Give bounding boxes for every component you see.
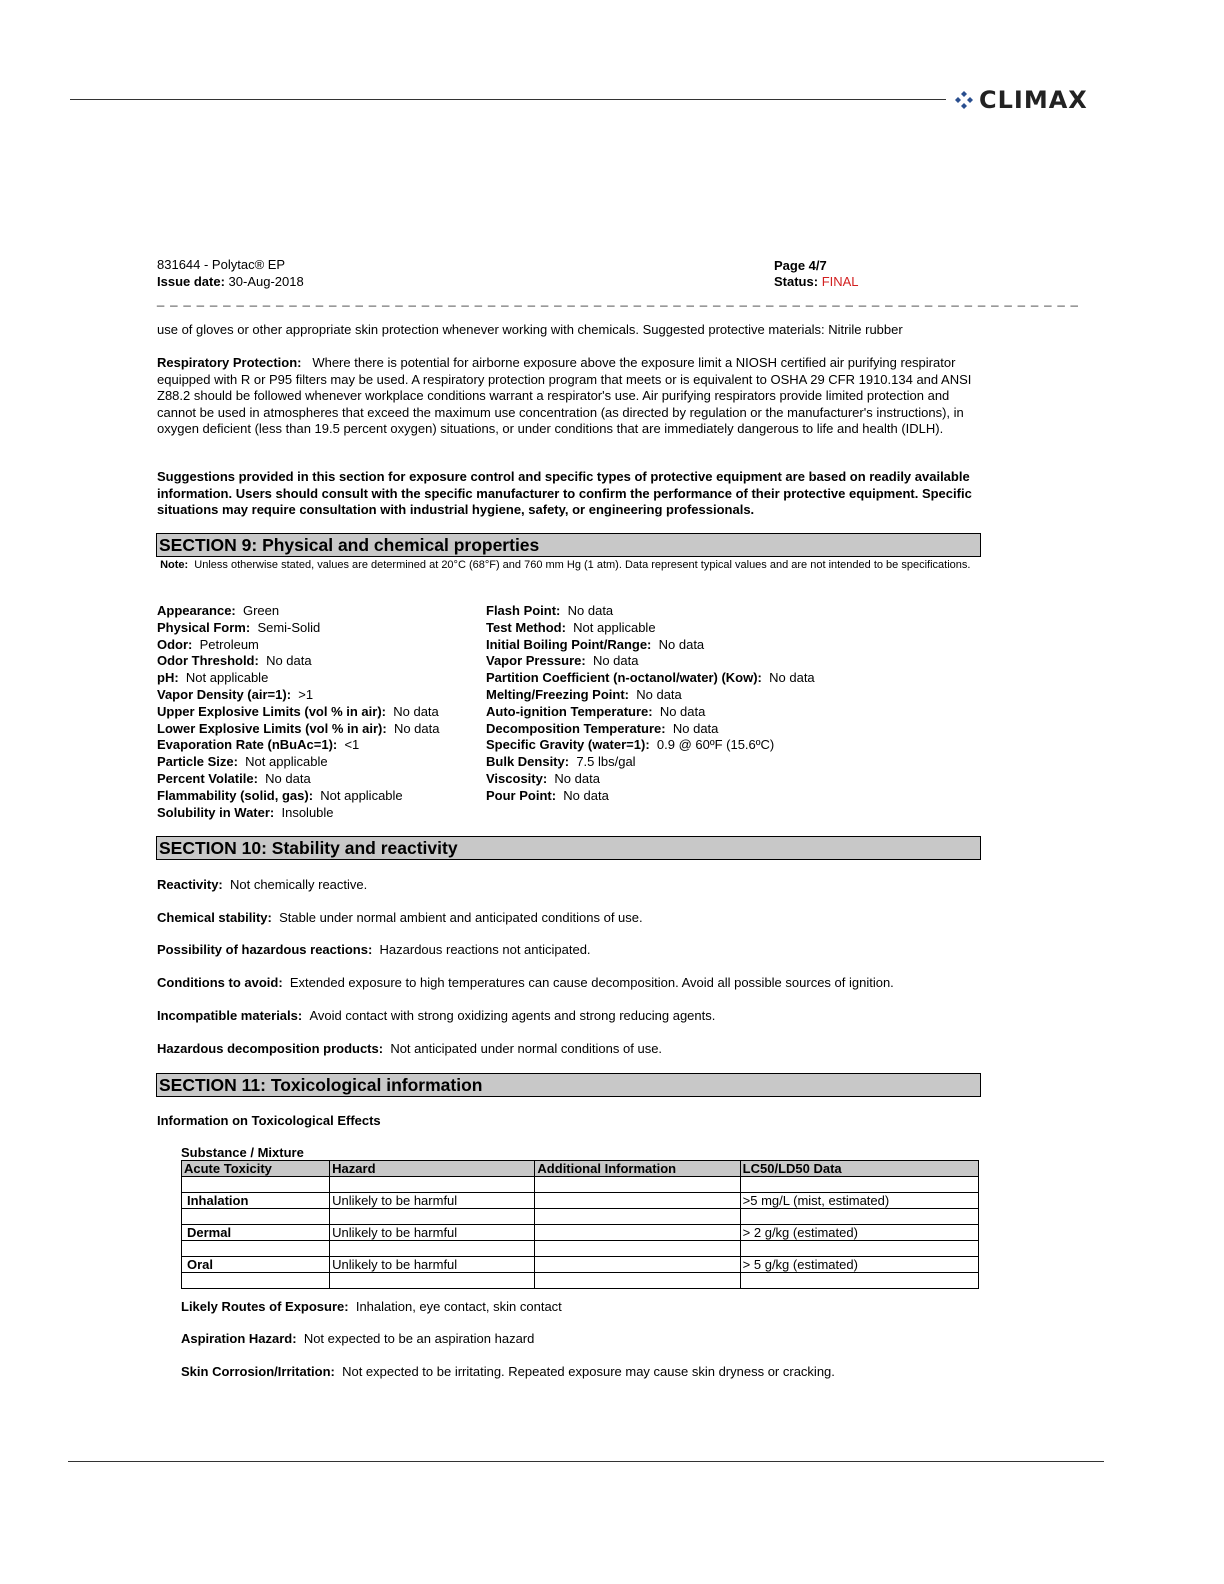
col-header: Hazard [330,1161,535,1177]
property-value: 0.9 @ 60ºF (15.6ºC) [656,737,775,753]
issue-date-value: 30-Aug-2018 [228,274,304,289]
section-9-note [157,558,979,572]
property-row [486,704,815,721]
property-row [486,620,815,637]
header-rule [70,99,946,100]
route-cell: Dermal [182,1225,330,1241]
item-value: Stable under normal ambient and anticipated conditions of use. [279,910,643,925]
item-label: Incompatible materials: [157,1008,303,1023]
note-text: Unless otherwise stated, values are determined at 20°C (68°F) and 760 mm Hg (1 atm). Data represent typical values and are not intended to be specifications. [194,559,971,571]
property-label: Odor Threshold: [157,653,259,669]
property-value: No data [554,770,600,786]
property-row [486,653,815,670]
property-row [157,603,440,620]
property-label: Bulk Density: [486,754,570,770]
climax-logo-icon [953,89,975,111]
property-label: Appearance: [157,603,236,618]
property-value: No data [393,703,439,719]
table-spacer-row [182,1273,979,1289]
hazard-cell: Unlikely to be harmful [330,1257,535,1273]
respiratory-label: Respiratory Protection: [157,355,302,370]
note-label: Note: [160,559,189,571]
property-row [486,721,815,738]
property-value: No data [659,703,706,719]
item-value: Extended exposure to high temperatures can cause decomposition. Avoid all possible sources of ignition. [289,975,894,990]
property-label: pH: [157,670,179,686]
property-label: Partition Coefficient (n-octanol/water) (Kow): [486,670,762,686]
property-row [157,788,440,805]
property-row [486,771,815,788]
data-cell: >5 mg/L (mist, estimated) [740,1193,978,1209]
page-number: Page 4/7 [774,258,827,273]
item-label: Skin Corrosion/Irritation: [181,1364,335,1379]
chemical-stability [157,910,981,927]
properties-right-column [486,603,815,805]
col-header: Acute Toxicity [182,1161,330,1177]
hazard-cell: Unlikely to be harmful [330,1225,535,1241]
suggestions-text: Suggestions provided in this section for exposure control and specific types of protective equipment are based on readily available information. Users should consult with the specific manufacturer to confirm the performance of their protective equipment. Specific situations may require consultation with industrial hygiene, safety, or engineering professionals. [157,469,972,518]
table-header-row [182,1161,979,1177]
acute-toxicity-table [181,1160,979,1289]
reactivity [157,877,981,894]
info-cell [535,1257,740,1273]
conditions-to-avoid [157,975,987,992]
section-9-heading: SECTION 9: Physical and chemical properties [156,533,981,557]
properties-left-column [157,603,440,821]
item-label: Chemical stability: [157,910,272,925]
property-value: No data [563,787,609,803]
property-label: Specific Gravity (water=1): [486,737,650,753]
product-id: 831644 - Polytac® EP [157,257,286,272]
item-label: Likely Routes of Exposure: [181,1299,349,1314]
data-cell: > 2 g/kg (estimated) [740,1225,978,1241]
header-dashed-divider: _ _ _ _ _ _ _ _ _ _ _ _ _ _ _ _ _ _ _ _ _ _ _ _ _ _ _ _ _ _ _ _ _ _ _ _ _ _ _ _ _ _ _ _ _ _ _ _ _ _ _ _ _ _ _ _ _ _ _ _ _ _ _ _ _ _ _ _ _ _ [157,292,1080,307]
property-value: Not applicable [320,787,403,803]
property-row [157,754,440,771]
status-label: Status: [774,274,819,289]
property-value: No data [636,686,682,702]
property-value: No data [769,670,815,686]
table-spacer-row [182,1209,979,1225]
property-row [157,620,440,637]
gloves-text: use of gloves or other appropriate skin protection whenever working with chemicals. Suggested protective materials: Nitrile rubber [157,322,903,337]
item-value: Not chemically reactive. [229,877,368,892]
issue-date-label: Issue date: [157,274,225,289]
footer-rule [68,1461,1104,1462]
property-row [157,670,440,687]
property-row [157,653,440,670]
property-value: No data [658,636,705,652]
col-header: LC50/LD50 Data [740,1161,978,1177]
status [774,273,859,290]
respiratory-protection [157,355,981,438]
hazard-cell: Unlikely to be harmful [330,1193,535,1209]
property-label: Vapor Pressure: [486,653,586,669]
property-row [157,805,440,822]
property-value: No data [672,720,719,736]
property-label: Flash Point: [486,603,561,618]
col-header: Additional Information [535,1161,740,1177]
property-row [157,687,440,704]
info-cell [535,1193,740,1209]
status-value: FINAL [821,274,859,289]
property-label: Physical Form: [157,619,251,635]
property-row [486,754,815,771]
aspiration-hazard [181,1331,1005,1348]
property-label: Melting/Freezing Point: [486,686,629,702]
property-label: Auto-ignition Temperature: [486,703,653,719]
property-row [486,687,815,704]
property-row [157,704,440,721]
property-label: Test Method: [486,619,566,635]
item-label: Hazardous decomposition products: [157,1041,384,1056]
section-10-heading: SECTION 10: Stability and reactivity [156,836,981,860]
issue-date [157,273,304,290]
property-label: Percent Volatile: [157,770,258,786]
info-cell [535,1225,740,1241]
property-value: Green [242,603,280,618]
property-value: Semi-Solid [257,619,321,635]
item-value: Hazardous reactions not anticipated. [379,942,591,957]
property-value: No data [393,720,440,736]
property-label: Pour Point: [486,787,557,803]
route-cell: Inhalation [182,1193,330,1209]
property-label: Vapor Density (air=1): [157,686,292,702]
property-label: Particle Size: [157,754,238,770]
routes-of-exposure [181,1299,1005,1316]
skin-corrosion [181,1364,1005,1381]
toxicological-subtitle: Information on Toxicological Effects [157,1113,381,1128]
property-value: >1 [298,686,314,702]
item-value: Not expected to be an aspiration hazard [303,1331,535,1346]
table-caption: Substance / Mixture [181,1145,304,1160]
item-value: Not expected to be irritating. Repeated exposure may cause skin dryness or cracking. [342,1364,835,1379]
property-label: Solubility in Water: [157,804,275,820]
item-label: Aspiration Hazard: [181,1331,297,1346]
incompatible-materials [157,1008,981,1025]
property-row [157,637,440,654]
property-value: No data [266,653,312,669]
table-spacer-row [182,1177,979,1193]
data-cell: > 5 g/kg (estimated) [740,1257,978,1273]
hazardous-decomposition [157,1041,981,1058]
item-value: Not anticipated under normal conditions of use. [390,1041,663,1056]
property-label: Upper Explosive Limits (vol % in air): [157,703,386,719]
property-label: Odor: [157,636,193,652]
item-label: Conditions to avoid: [157,975,283,990]
property-value: <1 [344,737,360,753]
property-value: No data [567,603,614,618]
property-row [157,771,440,788]
property-value: Not applicable [245,754,328,770]
item-value: Inhalation, eye contact, skin contact [355,1299,562,1314]
logo-text: CLIMAX [979,86,1088,114]
property-row [486,637,815,654]
property-label: Viscosity: [486,770,548,786]
property-label: Flammability (solid, gas): [157,787,314,803]
property-value: Not applicable [573,619,656,635]
property-value: Not applicable [185,670,269,686]
property-value: Petroleum [199,636,259,652]
item-label: Reactivity: [157,877,223,892]
table-spacer-row [182,1241,979,1257]
property-row [157,737,440,754]
table-row [182,1225,979,1241]
route-cell: Oral [182,1257,330,1273]
property-label: Evaporation Rate (nBuAc=1): [157,737,338,753]
property-label: Lower Explosive Limits (vol % in air): [157,720,387,736]
respiratory-text: Where there is potential for airborne exposure above the exposure limit a NIOSH certified air purifying respirator equipped with R or P95 filters may be used. A respiratory protection program that meets or is equivalent to OSHA 29 CFR 1910.134 and ANSI Z88.2 should be followed whenever workplace conditions warrant a respirator's use. Air purifying respirators provide limited protection and cannot be used in atmospheres that exceed the maximum use concentration (as directed by regulation or the manufacturer's instructions), in oxygen deficient (less than 19.5 percent oxygen) situations, or under conditions that are immediately dangerous to life and health (IDLH). [157,355,972,437]
table-row [182,1193,979,1209]
property-value: No data [592,653,639,669]
item-label: Possibility of hazardous reactions: [157,942,373,957]
property-row [486,788,815,805]
property-row [157,721,440,738]
item-value: Avoid contact with strong oxidizing agents and strong reducing agents. [309,1008,716,1023]
property-label: Decomposition Temperature: [486,720,666,736]
section-11-heading: SECTION 11: Toxicological information [156,1073,981,1097]
property-label: Initial Boiling Point/Range: [486,636,652,652]
property-value: Insoluble [281,804,334,820]
property-value: No data [265,770,311,786]
company-logo [953,86,1088,114]
hazardous-reactions [157,942,981,959]
table-row [182,1257,979,1273]
property-row [486,670,815,687]
property-row [486,737,815,754]
property-value: 7.5 lbs/gal [576,754,636,770]
property-row [486,603,815,620]
